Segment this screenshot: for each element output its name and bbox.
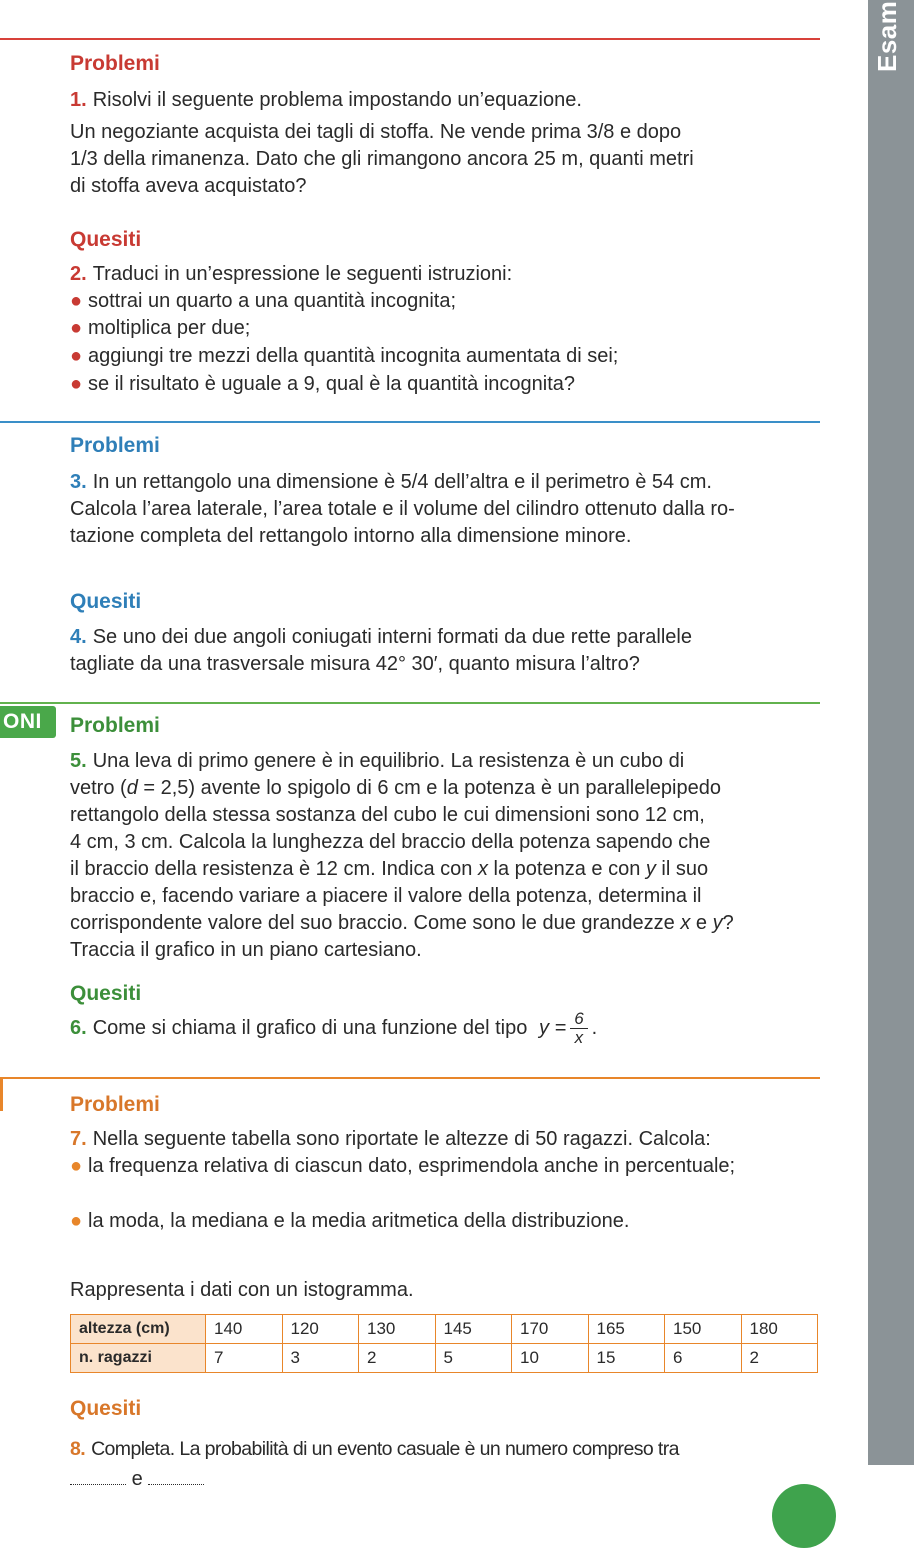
bullet-icon: ●	[70, 345, 83, 367]
table-cell: 3	[282, 1344, 359, 1373]
divider-green	[0, 702, 820, 704]
table-cell: 145	[435, 1315, 512, 1344]
section-title-quesiti-6: Quesiti	[70, 982, 142, 1005]
problem-5-line: rettangolo della stessa sostanza del cubo le cui dimensioni sono 12 cm,	[70, 804, 705, 826]
problem-3-line	[70, 469, 820, 496]
problem-5-line: braccio e, facendo variare a piacere il valore della potenza, determina il	[70, 885, 702, 907]
question-6-text: Come si chiama il grafico di una funzione del tipo	[92, 1016, 528, 1039]
chapter-edge-band	[868, 0, 914, 1465]
problem-number: 5.	[70, 750, 87, 772]
question-number: 8.	[70, 1438, 86, 1460]
problem-1-line: 1/3 della rimanenza. Dato che gli rimangono ancora 25 m, quanti metri	[70, 148, 694, 170]
bullet-icon: ●	[70, 373, 83, 395]
problem-number: 3.	[70, 471, 87, 493]
problem-5-line	[70, 910, 820, 937]
math-variable: y	[645, 858, 656, 880]
question-8-text: Completa. La probabilità di un evento casuale è un numero compreso tra	[91, 1438, 679, 1460]
problem-5-text: il braccio della resistenza è 12 cm. Indica con	[70, 858, 478, 880]
problem-1-lead	[70, 87, 820, 114]
list-item-text: la moda, la mediana e la media aritmetica della distribuzione.	[88, 1210, 630, 1232]
table-cell: 130	[359, 1315, 436, 1344]
table-cell: 2	[359, 1344, 436, 1373]
question-8-line	[70, 1436, 820, 1463]
problem-7-after: Rappresenta i dati con un istogramma.	[70, 1279, 414, 1301]
problem-7-lead-text: Nella seguente tabella sono riportate le altezze di 50 ragazzi. Calcola:	[92, 1128, 711, 1150]
question-6-tail: .	[591, 1016, 598, 1039]
table-cell: 15	[588, 1344, 665, 1373]
table-cell: 5	[435, 1344, 512, 1373]
list-item-text: sottrai un quarto a una quantità incognita;	[88, 290, 457, 312]
fraction-numerator: 6	[570, 1010, 587, 1029]
list-item	[70, 343, 830, 370]
list-item-text: aggiungi tre mezzi della quantità incognita aumentata di sei;	[88, 345, 619, 367]
question-6-body	[70, 1010, 820, 1047]
problem-5-text: ?	[722, 912, 734, 934]
problem-5-line: 4 cm, 3 cm. Calcola la lunghezza del braccio della potenza sapendo che	[70, 831, 711, 853]
table-cell: 2	[741, 1344, 818, 1373]
problem-5-text: corrispondente valore del suo braccio. Come sono le due grandezze	[70, 912, 681, 934]
table-header-cell: altezza (cm)	[71, 1315, 206, 1344]
table-cell: 150	[665, 1315, 742, 1344]
problem-1-line: di stoffa aveva acquistato?	[70, 175, 307, 197]
problem-3-line: tazione completa del rettangolo intorno alla dimensione minore.	[70, 525, 632, 547]
problem-5-text: e	[690, 912, 713, 934]
math-variable: x	[477, 858, 488, 880]
math-variable: d	[126, 777, 138, 799]
section-title-problemi-1: Problemi	[70, 52, 160, 75]
question-4-body	[70, 624, 820, 678]
bullet-icon: ●	[70, 317, 83, 339]
problem-5-line	[70, 856, 820, 883]
section-title-quesiti-8: Quesiti	[70, 1397, 142, 1420]
answer-blank[interactable]	[148, 1470, 204, 1485]
question-number: 6.	[70, 1016, 87, 1039]
question-2-lead	[70, 261, 820, 288]
problem-5-text: vetro (	[70, 777, 127, 799]
question-4-line: tagliate da una trasversale misura 42° 30′, quanto misura l’altro?	[70, 653, 640, 675]
math-variable: y	[712, 912, 723, 934]
problem-3-line: Calcola l’area laterale, l’area totale e il volume del cilindro ottenuto dalla ro-	[70, 498, 735, 520]
table-header-cell: n. ragazzi	[71, 1344, 206, 1373]
list-item	[70, 1153, 830, 1180]
table-cell: 6	[665, 1344, 742, 1373]
list-item	[70, 288, 830, 315]
edge-label: Esam	[872, 0, 902, 72]
page-number-badge	[772, 1484, 836, 1548]
question-4-line	[70, 624, 820, 651]
question-number: 4.	[70, 626, 87, 648]
list-item	[70, 315, 830, 342]
problem-number: 7.	[70, 1128, 87, 1150]
side-tab: ONI	[0, 706, 56, 738]
divider-red	[0, 38, 820, 40]
table-cell: 170	[512, 1315, 589, 1344]
question-number: 2.	[70, 263, 87, 285]
problem-5-text: la potenza e con	[487, 858, 646, 880]
problem-5-line	[70, 748, 820, 775]
list-item	[70, 1208, 830, 1235]
section-title-problemi-5: Problemi	[70, 714, 160, 737]
table-cell: 165	[588, 1315, 665, 1344]
problem-1-line: Un negoziante acquista dei tagli di stoffa. Ne vende prima 3/8 e dopo	[70, 121, 682, 143]
list-item-text: se il risultato è uguale a 9, qual è la quantità incognita?	[88, 373, 576, 395]
problem-5-line: Traccia il grafico in un piano cartesiano.	[70, 939, 422, 961]
equation-lhs: y =	[538, 1016, 567, 1039]
table-row	[71, 1344, 818, 1373]
table-row	[71, 1315, 818, 1344]
list-item	[70, 371, 830, 398]
table-cell: 120	[282, 1315, 359, 1344]
problem-5-text: = 2,5) avente lo spigolo di 6 cm e la potenza è un parallelepipedo	[137, 777, 721, 799]
list-item-text: la frequenza relativa di ciascun dato, esprimendola anche in percentuale;	[88, 1155, 736, 1177]
bullet-icon: ●	[70, 290, 83, 312]
question-8-blanks	[70, 1466, 820, 1493]
section-title-problemi-3: Problemi	[70, 434, 160, 457]
table-cell: 10	[512, 1344, 589, 1373]
problem-number: 1.	[70, 89, 87, 111]
table-cell: 7	[206, 1344, 283, 1373]
question-4-line-text: Se uno dei due angoli coniugati interni formati da due rette parallele	[92, 626, 692, 648]
divider-orange	[0, 1077, 820, 1079]
math-variable: x	[680, 912, 691, 934]
problem-3-line-text: In un rettangolo una dimensione è 5/4 dell’altra e il perimetro è 54 cm.	[92, 471, 712, 493]
bullet-icon: ●	[70, 1155, 83, 1177]
section-title-quesiti-4: Quesiti	[70, 590, 142, 613]
problem-3-body	[70, 469, 820, 550]
question-8-connector: e	[131, 1468, 143, 1490]
divider-tick	[0, 1077, 3, 1111]
problem-5-text: il suo	[655, 858, 709, 880]
fraction-denominator: x	[574, 1028, 584, 1047]
problem-5-line	[70, 775, 820, 802]
answer-blank[interactable]	[70, 1470, 126, 1485]
divider-blue	[0, 421, 820, 423]
problem-1-body	[70, 119, 820, 200]
problem-5-text: Una leva di primo genere è in equilibrio. La resistenza è un cubo di	[92, 750, 685, 772]
table-cell: 180	[741, 1315, 818, 1344]
problem-1-lead-text: Risolvi il seguente problema impostando un’equazione.	[92, 89, 582, 111]
table-cell: 140	[206, 1315, 283, 1344]
question-2-lead-text: Traduci in un’espressione le seguenti istruzioni:	[92, 263, 513, 285]
list-item-text: moltiplica per due;	[88, 317, 251, 339]
problem-5-body	[70, 748, 820, 964]
bullet-icon: ●	[70, 1210, 83, 1232]
section-title-problemi-7: Problemi	[70, 1093, 160, 1116]
section-title-quesiti-2: Quesiti	[70, 228, 142, 251]
heights-table	[70, 1314, 818, 1373]
fraction	[570, 1010, 587, 1047]
problem-7-lead	[70, 1126, 820, 1153]
